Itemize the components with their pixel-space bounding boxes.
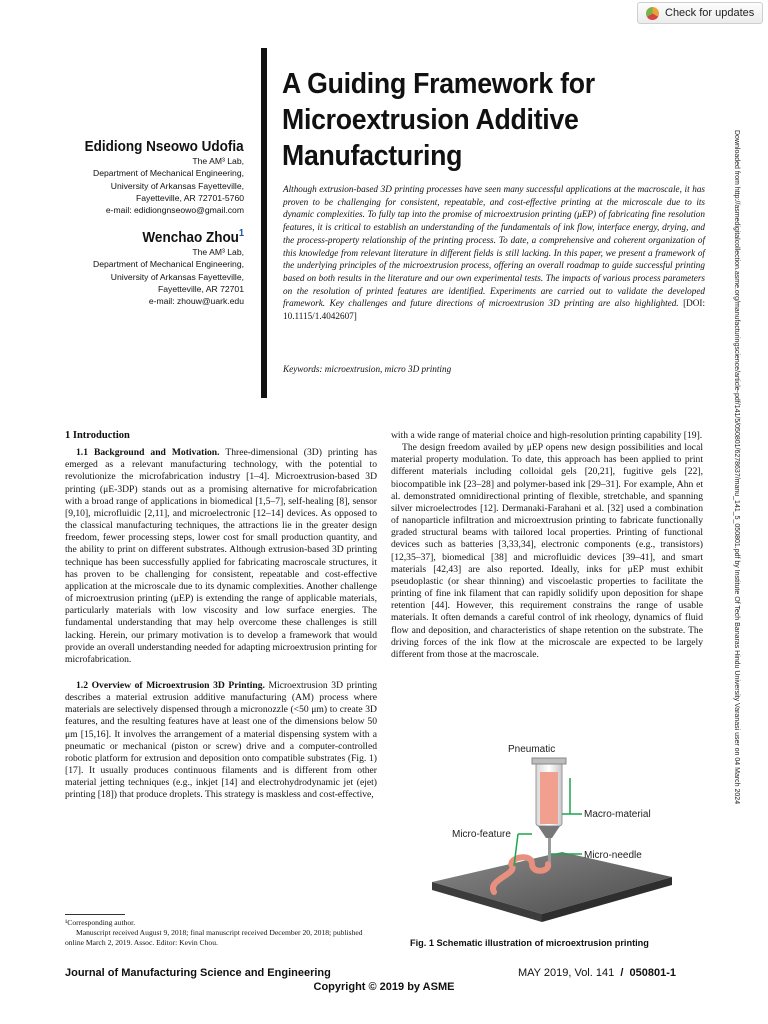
column-left [65,430,377,802]
needle-hub [538,826,560,838]
label-macro-material: Macro-material [584,809,651,820]
author-affiliation: The AM³ Lab, Department of Mechanical Engineering, University of Arkansas Fayetteville, Fayetteville, AR 72701-5760 e-mail: edidiongnseowo@gmail.com [93,156,244,216]
label-micro-needle: Micro-needle [584,850,642,861]
paragraph: 1.1 Background and Motivation. Three-dimensional (3D) printing has emerged as a relevant manufacturing technology, with the potential to revolutionize the microfabrication industry [1–4]. Microextrusion-based 3D printing (μE-3DP) stands out as a promising alternative for microfabrication with a broad range of applications in biomedical [1,5–7], self-healing [8], sensor [9,10], microfluidic [2,11], and microelectronic [12–14] devices. As opposed to the classical manufacturing techniques, the attractions lie in the greater design freedom, fewer processing steps, lower cost for small production quantity, and the ability to print on different substrates. Although extrusion-based 3D printing technique has been successfully applied for fabricating macroscale structures, it has proven to be challenging for consistent, repeatable and cost-effective application at the microscale due to its dynamic complexities. Another challenge of microextrusion printing (μEP) is extending the range of applicable materials, particularly materials with low viscosity and low surface energies. The fundamental understanding that may help overcome these challenges is still lacking. Herein, our primary motivation is to develop a framework that would provide an overall understanding needed for adapting microextrusion printing for microfabrication. [65,447,377,665]
corresponding-author-marker[interactable]: 1 [238,228,244,239]
author-block-1 [67,138,244,216]
journal-name: Journal of Manufacturing Science and Engineering [65,967,331,979]
substrate-plate [432,852,672,914]
check-for-updates-label: Check for updates [665,7,755,19]
author-block-2 [93,228,244,307]
footnote-rule [65,914,125,915]
micro-needle [548,838,551,862]
paragraph: The design freedom availed by μEP opens new design possibilities and local material property modulation. To date, this approach has been applied to print different materials including colloidal gels [20,21], fugitive gels [22], biocompatible ink [23–28] and polymer-based ink [29–31]. For example, Ahn et al. demonstrated omnidirectional printing of flexible, stretchable, and spanning silver microelectrodes [12]. Dermanaki-Farahani et al. [32] used a combination of nanoparticle infiltration and microextrusion printing to fabricate functionally graded structural beams with tailored local properties. Printing of functional devices such as batteries [3,33,34], electronic components (e.g., transistors) [12,35–37], biomedical [38] and microfluidic devices [39–41], and smart materials [42,43] are also reported. Ideally, inks for μEP must exhibit pseudoplastic (or shear thinning) and viscoelastic properties to facilitate the printing of fine ink filament that can rapidly solidify upon deposition for shape retention [44]. However, this requirement constrains the range of usable materials. It often demands a careful control of ink rheology, dynamics of fluid flow and deposition, and characteristics of shape retention on the substrate. The driving forces of the ink flow at the microscale are expected to be largely different from those at the macroscale. [391,442,703,660]
doi-link[interactable]: [DOI: 10.1115/1.4042607] [283,298,706,322]
keywords: Keywords: microextrusion, micro 3D printing [283,364,452,374]
figure-microextrusion [432,742,672,927]
abstract: Although extrusion-based 3D printing processes have seen many successful applications at the macroscale, it has proven to be challenging for consistent, repeatable, and cost-effective printing at the microscale due to its dynamic complexities. To fully tap into the promise of microextrusion printing (μEP) of fabricating fine resolution features, it is critical to establish an understanding of the fundamentals of ink flow, interface energy, drying, and the process-property relationship of the printing process. To date, a comprehensive and coherent organization of this knowledge from relevant literature in different fields is still lacking. In this paper, we present a framework of the underlying principles of the microextrusion process, offering an overall roadmap to guide successful printing based on both results in the literature and our own experimental tests. The impacts of various process parameters on the resolution of printed features are identified. Experiments are carried out to validate the developed framework. Key challenges and future directions of microextrusion 3D printing are also highlighted. [DOI: 10.1115/1.4042607] [283,184,706,322]
author-name: Wenchao Zhou$^1$ [142,228,244,246]
title-rule [261,48,267,398]
figure-caption: Fig. 1 Schematic illustration of microextrusion printing [410,938,649,948]
crossmark-icon [646,7,659,20]
macro-material-fill [540,772,558,824]
issue-info: MAY 2019, Vol. 141 / 050801-1 [518,967,676,979]
column-right [391,430,703,661]
copyright: Copyright © 2019 by ASME [313,981,455,993]
download-sidebar: Downloaded from http://asmedigitalcollection.asme.org/manufacturingscience/article-pdf/141/5/050801/6278637/manu_141_5_050801.pdf by Institute Of Tech Banaras Hindu University Varanasi user on 04 March 2024 [733,130,740,805]
author-name: Edidiong Nseowo Udofia [84,138,244,155]
author-affiliation: The AM³ Lab, Department of Mechanical Engineering, University of Arkansas Fayetteville, Fayetteville, AR 72701 e-mail: zhouw@uark.edu [93,247,244,307]
paper-title: A Guiding Framework for Microextrusion Additive Manufacturing [282,68,595,172]
footnote: ¹Corresponding author. Manuscript received August 9, 2018; final manuscript received December 20, 2018; published online March 2, 2019. Assoc. Editor: Kevin Chou. [65,918,363,947]
label-micro-feature: Micro-feature [452,829,511,840]
section-heading: 1 Introduction [65,430,130,441]
check-for-updates-button[interactable] [637,2,763,24]
paragraph: with a wide range of material choice and high-resolution printing capability [19]. [391,430,703,441]
label-pneumatic: Pneumatic [508,744,556,755]
paragraph: 1.2 Overview of Microextrusion 3D Printing. Microextrusion 3D printing describes a material extrusion additive manufacturing (AM) process where materials are selectively dispensed through a micronozzle (<50 μm) to create 3D features, and the resulting features have at least one of the dimensions below 50 μm [15,16]. It involves the arrangement of a material dispensing system with a pneumatic or mechanical (piston or screw) drive and a computer-controlled robotic platform for extrusion and deposition onto compatible substrates (Fig. 1) [17]. It usually produces continuous filaments and is different from other material jetting techniques (e.g., inkjet [14] and electrohydrodynamic jet (ejet) printing [18]) that produce droplets. This strategy is maskless and cost-effective, [65,679,377,801]
